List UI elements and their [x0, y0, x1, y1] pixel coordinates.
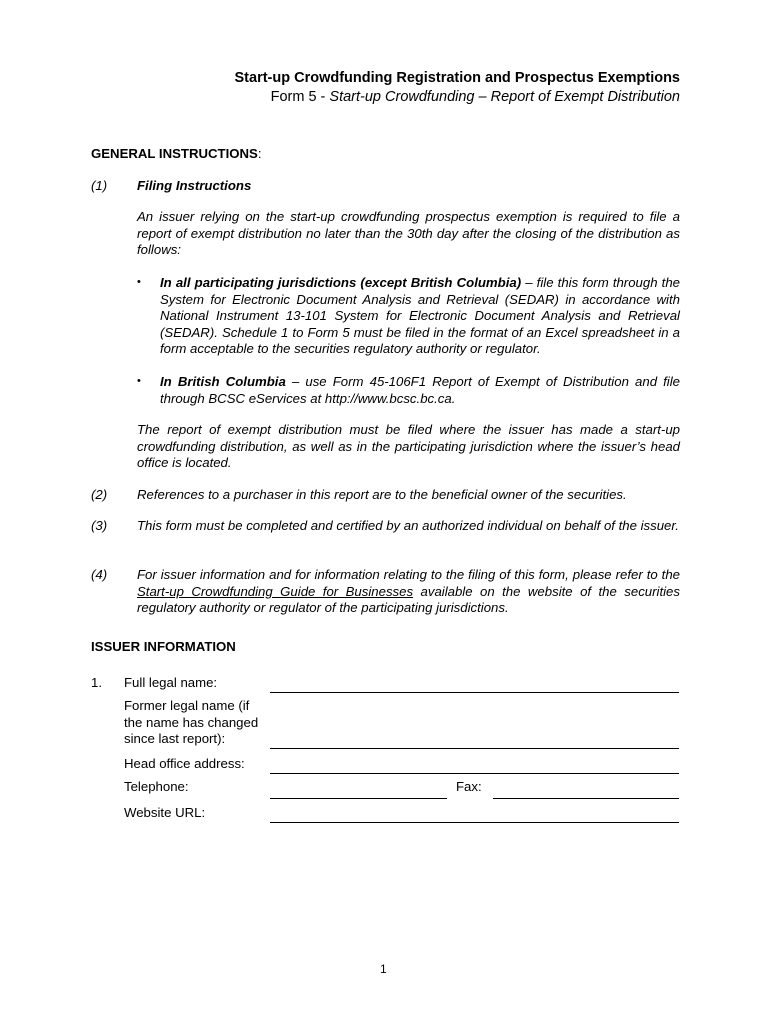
subtitle-italic: Start-up Crowdfunding – Report of Exempt Distribution: [329, 89, 680, 105]
full-legal-name-label: Full legal name:: [124, 675, 218, 690]
head-office-address-field[interactable]: [270, 773, 679, 774]
item-2-number: (2): [91, 487, 108, 502]
bullet-icon: •: [137, 276, 141, 288]
issuer-item-number: 1.: [91, 675, 102, 690]
item-4-number: (4): [91, 567, 108, 582]
item-4-text: For issuer information and for information relating to the filing of this form, please refer to the Start-up Crowdfunding Guide for Businesses available on the website of the securities regulatory authority or regulator of the participating jurisdictions.: [137, 567, 680, 615]
filing-closing-paragraph: The report of exempt distribution must be filed where the issuer has made a start-up crowdfunding distribution, as well as in the participating jurisdiction where the issuer’s head office is located.: [137, 422, 680, 470]
former-legal-name-label: Former legal name (if the name has changed since last report):: [124, 698, 259, 746]
item-3-number: (3): [91, 518, 108, 533]
bullet-participating-jurisdictions: In all participating jurisdictions (except British Columbia) – file this form through the System for Electronic Document Analysis and Retrieval (SEDAR) in accordance with National Instrument 13-101 System for Electronic Document Analysis and Retrieval (SEDAR). Schedule 1 to Form 5 must be filed in the format of an Excel spreadsheet in a form acceptable to the securities regulatory authority or regulator.: [160, 275, 680, 356]
former-legal-name-field[interactable]: [270, 748, 679, 749]
form-title: Start-up Crowdfunding Registration and Prospectus Exemptions: [234, 70, 680, 86]
telephone-field[interactable]: [270, 798, 447, 799]
fax-field[interactable]: [493, 798, 679, 799]
form-subtitle: [271, 89, 680, 105]
bullet-icon: •: [137, 375, 141, 387]
item-2-text: References to a purchaser in this report are to the beneficial owner of the securities.: [137, 487, 627, 502]
fax-label: Fax:: [456, 779, 482, 794]
filing-intro-paragraph: An issuer relying on the start-up crowdfunding prospectus exemption is required to file a report of exempt distribution no later than the 30th day after the closing of the distribution as follows:: [137, 209, 680, 257]
general-instructions-heading: GENERAL INSTRUCTIONS:: [91, 146, 262, 161]
full-legal-name-field[interactable]: [270, 692, 679, 693]
bullet-british-columbia: In British Columbia – use Form 45-106F1 Report of Exempt of Distribution and file through BCSC eServices at http://www.bcsc.bc.ca.: [160, 374, 680, 406]
head-office-address-label: Head office address:: [124, 756, 245, 771]
subtitle-prefix: Form 5 -: [270, 89, 330, 105]
guide-link[interactable]: Start-up Crowdfunding Guide for Businesses: [137, 583, 414, 599]
item-3-text: This form must be completed and certified by an authorized individual on behalf of the issuer.: [137, 518, 679, 533]
website-url-field[interactable]: [270, 822, 679, 823]
filing-instructions-heading: Filing Instructions: [137, 178, 252, 193]
telephone-label: Telephone:: [124, 779, 189, 794]
website-url-label: Website URL:: [124, 805, 206, 820]
issuer-information-heading: ISSUER INFORMATION: [91, 639, 236, 654]
item-1-number: (1): [91, 178, 108, 193]
page-number: 1: [380, 962, 387, 976]
